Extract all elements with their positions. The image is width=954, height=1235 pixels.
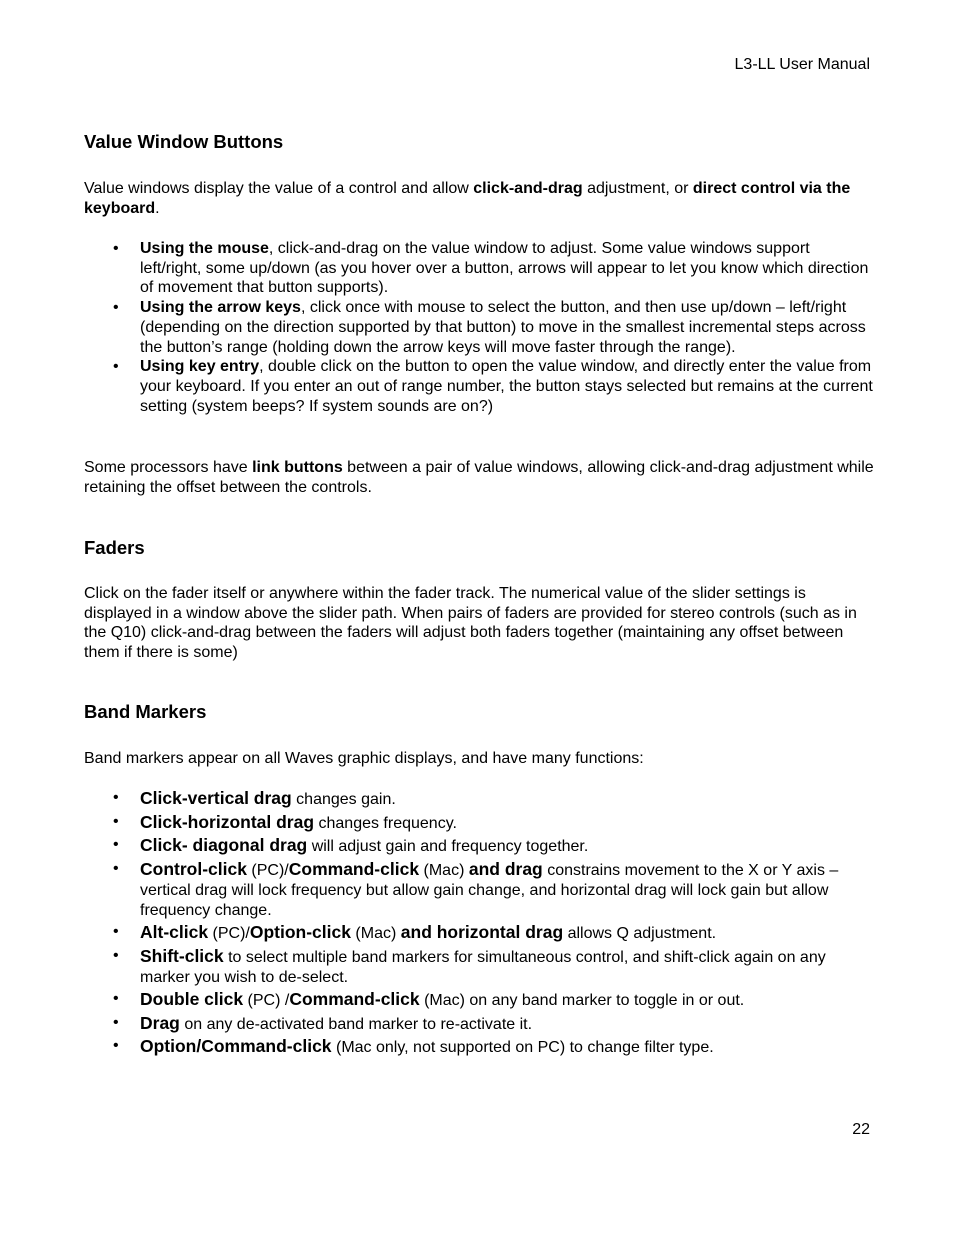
band-markers-bullet-list bbox=[84, 788, 874, 1060]
value-windows-bullet-list bbox=[84, 239, 874, 416]
bold-run: click-and-drag bbox=[473, 180, 583, 197]
bullet-item bbox=[84, 812, 874, 834]
bold-run: Click- diagonal drag bbox=[140, 835, 308, 855]
text-run: . bbox=[155, 199, 160, 217]
bold-run: Using key entry bbox=[140, 358, 260, 376]
bold-run: Option/Command-click bbox=[140, 1036, 332, 1056]
text-run: Some processors have bbox=[84, 459, 253, 476]
band-markers-intro: Band markers appear on all Waves graphic displays, and have many functions: bbox=[84, 750, 644, 767]
bullet-item bbox=[84, 1013, 874, 1035]
text-run: (PC)/ bbox=[246, 861, 289, 879]
section-heading-value-windows: Value Window Buttons bbox=[84, 131, 284, 152]
text-run: on any de-activated band marker to re-activate it. bbox=[179, 1015, 533, 1033]
text-run: Value windows display the value of a control and allow bbox=[84, 180, 474, 197]
bullet-item bbox=[84, 859, 874, 921]
bold-run: link buttons bbox=[252, 459, 343, 476]
bullet-item bbox=[84, 946, 874, 988]
bullet-item bbox=[84, 788, 874, 810]
section-heading-faders: Faders bbox=[84, 537, 145, 558]
bold-run: Double click bbox=[140, 989, 244, 1009]
bullet-item bbox=[84, 989, 874, 1011]
bold-run: Option-click bbox=[249, 922, 351, 942]
text-run: allows Q adjustment. bbox=[563, 925, 717, 942]
text-run: to select multiple band markers for simultaneous control, and shift-click again on any marker you wish to de-select. bbox=[140, 948, 826, 986]
text-run: (PC) / bbox=[243, 992, 290, 1009]
bullet-item bbox=[84, 1036, 874, 1058]
bullet-item bbox=[84, 922, 874, 944]
text-run: will adjust gain and frequency together. bbox=[307, 838, 589, 855]
bold-run: direct control via the keyboard bbox=[84, 180, 851, 217]
text-run: between a pair of value windows, allowing click-and-drag adjustment while retaining the offset between the controls. bbox=[84, 459, 874, 496]
bullet-item bbox=[84, 239, 874, 298]
text-run: , click once with mouse to select the button, and then use up/down – left/right (depending on the direction supported by that button) to move in the smallest incremental steps across the button’s range (holding down the arrow keys will move faster through the range). bbox=[140, 299, 866, 356]
text-run: changes frequency. bbox=[314, 814, 457, 832]
text-run: constrains movement to the X or Y axis – vertical drag will lock frequency but allow gain change, and horizontal drag will lock gain but allow frequency change. bbox=[140, 861, 839, 919]
bullet-item bbox=[84, 298, 874, 357]
bold-run: Command-click bbox=[288, 858, 420, 879]
bold-run: and drag bbox=[468, 858, 543, 879]
text-run: adjustment, or bbox=[582, 180, 693, 197]
bold-run: Using the arrow keys bbox=[140, 299, 301, 317]
text-run: (Mac) on any band marker to toggle in or out. bbox=[419, 992, 745, 1009]
text-run: , double click on the button to open the value window, and directly enter the value from your keyboard. If you enter an out of range number, the button stays selected but remains at the current setting (system beeps? If system sounds are on?) bbox=[140, 358, 873, 415]
page-header: L3-LL User Manual bbox=[734, 56, 870, 73]
bullet-item bbox=[84, 835, 874, 857]
text-run: (Mac only, not supported on PC) to change filter type. bbox=[331, 1039, 714, 1056]
value-windows-outro bbox=[84, 458, 874, 497]
bold-run: Shift-click bbox=[140, 945, 224, 966]
faders-body: Click on the fader itself or anywhere within the fader track. The numerical value of the slider settings is displayed in a window above the slider path. When pairs of faders are provided for stereo controls (such as in the Q10) click-and-drag between the faders will adjust both faders together (maintaining any offset between them if there is some) bbox=[84, 585, 857, 662]
bold-run: Click-horizontal drag bbox=[140, 811, 315, 832]
bold-run: Using the mouse bbox=[140, 240, 269, 257]
bold-run: Click-vertical drag bbox=[140, 788, 292, 808]
text-run: (Mac) bbox=[419, 861, 469, 879]
bold-run: Alt-click bbox=[140, 922, 209, 942]
bold-run: and horizontal drag bbox=[400, 922, 564, 942]
bullet-item bbox=[84, 357, 874, 416]
bold-run: Control-click bbox=[140, 858, 247, 879]
text-run: (PC)/ bbox=[208, 925, 250, 942]
text-run: changes gain. bbox=[291, 791, 396, 808]
text-run: , click-and-drag on the value window to adjust. Some value windows support left/right, some up/down (as you hover over a button, arrows will appear to let you know which direction of movement that button supports). bbox=[140, 240, 869, 297]
page-number: 22 bbox=[852, 1121, 870, 1138]
bold-run: Drag bbox=[140, 1012, 180, 1033]
bold-run: Command-click bbox=[289, 989, 420, 1009]
section-heading-band-markers: Band Markers bbox=[84, 701, 207, 722]
value-windows-intro bbox=[84, 179, 874, 218]
text-run: (Mac) bbox=[350, 925, 401, 942]
